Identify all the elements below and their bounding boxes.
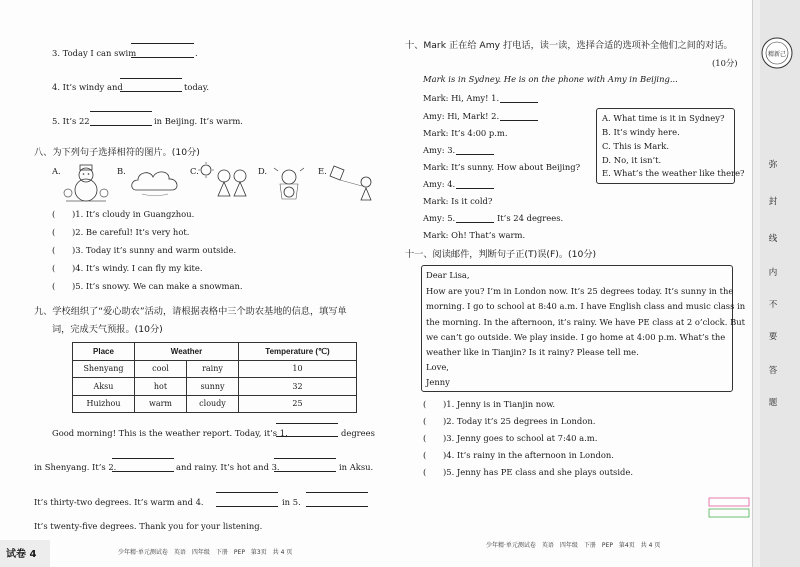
section-8-title: 八、为下列句子选择相符的图片。(10分) [34,147,200,158]
table-cell: 10 [239,360,357,378]
report-line-3: It’s thirty-two degrees. It’s warm and 4. [34,497,204,507]
option-e: E. What’s the weather like there? [602,168,745,178]
answer-line[interactable] [120,78,182,79]
answer-line[interactable] [112,458,174,459]
pic-label-a: A. [52,166,61,176]
table-cell: 25 [239,395,357,413]
margin-char: 题 [768,398,778,408]
email-line: Jenny [426,377,450,387]
left-footer: 少年精·单元测试卷 英语 四年级 下册 PEP 第3页 共 4 页 [118,549,293,556]
email-line: How are you? I’m in London now. It’s 25 degrees today. It’s sunny in the [426,286,734,296]
table-row [73,395,357,413]
publisher-logo-text: 精新己 [767,51,787,58]
answer-line[interactable] [274,458,336,459]
answer-line[interactable] [456,222,494,223]
answer-line[interactable] [90,125,152,126]
margin-char: 内 [768,268,778,278]
table-cell: cloudy [187,395,239,413]
table-row [73,360,357,378]
answer-line[interactable] [216,492,278,493]
fill-item-text: 3. Today I can swim [52,48,137,58]
answer-line[interactable] [112,471,174,472]
option-b: B. It’s windy here. [602,127,680,137]
answer-line[interactable] [120,91,182,92]
report-line-3-mid: in 5. [282,497,301,507]
section-8-item-4: ( )4. It’s windy. I can fly my kite. [52,263,203,273]
answer-line[interactable] [216,506,278,507]
snowman-picture [62,163,110,203]
email-line: weather like in Tianjin? Is it rainy? Please tell me. [426,347,639,357]
right-footer: 少年精·单元测试卷 英语 四年级 下册 PEP 第4页 共 4 页 [486,542,661,549]
page-badge: 试卷 4 [6,549,37,560]
binding-margin-inner [760,0,800,567]
dialogue-line-5: Mark: It’s sunny. How about Beijing? [423,162,581,172]
option-a: A. What time is it in Sydney? [602,113,725,123]
fill-item-4: 4. It’s windy and [52,82,123,92]
report-line-2-mid: and rainy. It’s hot and 3. [176,462,280,472]
fill-item-3-end: . [195,48,198,58]
children-sunny-picture [198,162,254,202]
table-header-temperature: Temperature (℃) [239,343,357,361]
dialogue-line-3: Mark: It’s 4:00 p.m. [423,128,508,138]
table-header-place: Place [73,343,135,361]
answer-line[interactable] [500,102,538,103]
pic-label-c: C. [190,166,199,176]
section-10-title: 十、Mark 正在给 Amy 打电话，读一读，选择合适的选项补全他们之间的对话。 [405,40,733,51]
email-line: Dear Lisa, [426,270,470,280]
dialogue-line-2: Amy: Hi, Mark! 2. [423,111,500,121]
table-cell: 32 [239,378,357,396]
table-cell: sunny [187,378,239,396]
section-11-item-1: ( )1. Jenny is in Tianjin now. [423,399,556,409]
answer-line[interactable] [131,57,194,58]
email-box [421,265,733,392]
section-8-item-2: ( )2. Be careful! It’s very hot. [52,227,190,237]
report-line-2-end: in Aksu. [339,462,374,472]
table-cell: Huizhou [73,395,135,413]
table-cell: rainy [187,360,239,378]
table-cell: cool [135,360,187,378]
answer-line[interactable] [276,423,338,424]
margin-char: 不 [768,300,778,310]
dialogue-line-8: Amy: 5. [423,213,456,223]
section-8-item-1: ( )1. It’s cloudy in Guangzhou. [52,209,195,219]
report-line-1-end: degrees [341,428,375,438]
dialogue-line-7: Mark: Is it cold? [423,196,493,206]
pic-label-e: E. [318,166,327,176]
answer-line[interactable] [500,120,538,121]
email-line: Love, [426,362,449,372]
report-line-1: Good morning! This is the weather report. Today, it’s 1. [52,428,288,438]
section-11-item-5: ( )5. Jenny has PE class and she plays outside. [423,467,634,477]
margin-char: 弥 [768,160,778,170]
margin-char: 封 [768,197,778,207]
fill-item-3 [52,48,136,59]
answer-line[interactable] [131,43,194,44]
fill-item-4-end: today. [184,82,210,92]
answer-line[interactable] [274,471,336,472]
table-cell: hot [135,378,187,396]
hot-sun-picture [266,162,312,202]
section-10-score: (10分) [712,58,738,68]
option-c: C. This is Mark. [602,141,669,151]
dialogue-line-8-end: It’s 24 degrees. [497,213,564,223]
section-8-item-3: ( )3. Today it’s sunny and warm outside. [52,245,237,255]
pic-label-d: D. [258,166,268,176]
table-cell: Aksu [73,378,135,396]
report-line-2: in Shenyang. It’s 2. [34,462,117,472]
margin-char: 线 [768,234,778,244]
answer-line[interactable] [90,111,152,112]
margin-char: 要 [768,332,778,342]
email-line: morning. I go to school at 8:40 a.m. I have English class and music class in [426,301,746,311]
publisher-logo [760,36,794,70]
table-cell: warm [135,395,187,413]
cloud-picture [128,166,182,198]
answer-line[interactable] [456,188,494,189]
dialogue-line-1: Mark: Hi, Amy! 1. [423,93,500,103]
pic-label-b: B. [117,166,126,176]
dialogue-line-4: Amy: 3. [423,145,456,155]
table-row [73,378,357,396]
fill-item-5: 5. It’s 22 [52,116,90,126]
section-11-item-2: ( )2. Today it’s 25 degrees in London. [423,416,596,426]
margin-char: 答 [768,366,778,376]
section-11-title: 十一、阅读邮件，判断句子正(T)误(F)。(10分) [405,249,597,260]
section-8-item-5: ( )5. It’s snowy. We can make a snowman. [52,281,243,291]
answer-line[interactable] [306,506,368,507]
weather-table [72,342,357,413]
option-d: D. No, it isn’t. [602,155,662,165]
kite-picture [328,162,376,202]
section-11-item-3: ( )3. Jenny goes to school at 7:40 a.m. [423,433,598,443]
answer-line[interactable] [306,492,368,493]
table-cell: Shenyang [73,360,135,378]
dialogue-line-9: Mark: Oh! That’s warm. [423,230,526,240]
section-9-title-line-1: 九、学校组织了“爱心助农”活动，请根据表格中三个助农基地的信息，填写单 [34,306,347,317]
section-9-title-line-2: 词，完成天气预报。(10分) [52,324,163,335]
section-11-item-4: ( )4. It’s rainy in the afternoon in London. [423,450,614,460]
email-line: we can’t go outside. We play inside. I go home at 4:00 p.m. What’s the [426,332,726,342]
report-line-4: It’s twenty-five degrees. Thank you for your listening. [34,521,263,531]
fill-item-5-end: in Beijing. It’s warm. [154,116,243,126]
answer-line[interactable] [276,436,338,437]
table-header-weather: Weather [135,343,239,361]
stamp-graphic [708,496,750,520]
dialogue-line-6: Amy: 4. [423,179,456,189]
answer-line[interactable] [456,154,494,155]
email-line: the morning. In the afternoon, it’s rainy. We have PE class at 2 o’clock. But [426,317,745,327]
section-10-intro: Mark is in Sydney. He is on the phone with Amy in Beijing... [423,74,678,84]
